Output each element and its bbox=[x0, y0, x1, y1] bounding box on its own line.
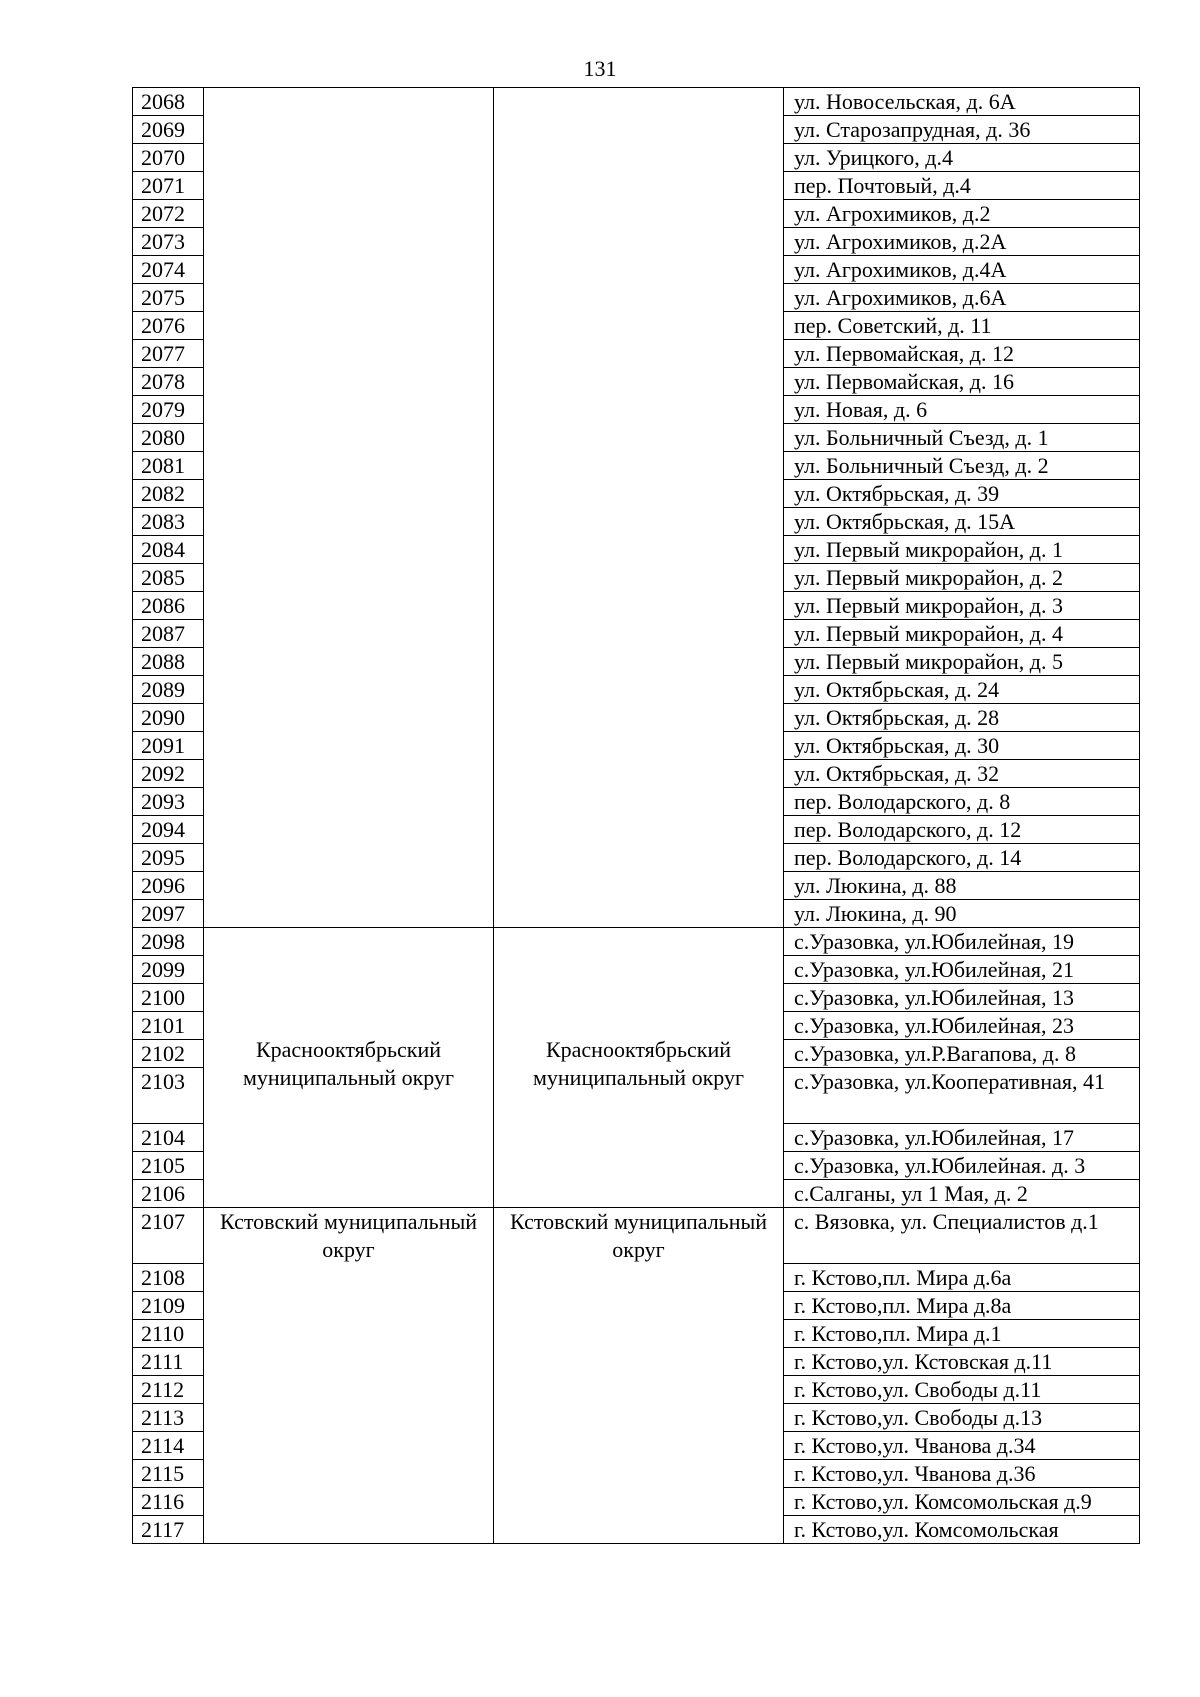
address-cell: ул. Больничный Съезд, д. 1 bbox=[784, 424, 1140, 452]
row-number: 2095 bbox=[133, 844, 204, 872]
address-cell: с.Салганы, ул 1 Мая, д. 2 bbox=[784, 1180, 1140, 1208]
address-cell: с.Уразовка, ул.Юбилейная, 21 bbox=[784, 956, 1140, 984]
address-cell: ул. Агрохимиков, д.6А bbox=[784, 284, 1140, 312]
row-number: 2117 bbox=[133, 1516, 204, 1544]
row-number: 2074 bbox=[133, 256, 204, 284]
row-number: 2088 bbox=[133, 648, 204, 676]
address-cell: ул. Октябрьская, д. 28 bbox=[784, 704, 1140, 732]
row-number: 2079 bbox=[133, 396, 204, 424]
municipality-name: Кстовский муниципальный округ bbox=[509, 1209, 768, 1262]
address-cell: с.Уразовка, ул.Юбилейная, 23 bbox=[784, 1012, 1140, 1040]
table-row bbox=[133, 1208, 1140, 1264]
address-cell: г. Кстово,ул. Чванова д.34 bbox=[784, 1432, 1140, 1460]
address-cell: пер. Володарского, д. 12 bbox=[784, 816, 1140, 844]
row-number: 2085 bbox=[133, 564, 204, 592]
row-number: 2098 bbox=[133, 928, 204, 956]
row-number: 2116 bbox=[133, 1488, 204, 1516]
address-cell: пер. Советский, д. 11 bbox=[784, 312, 1140, 340]
district-group-krasnooktyabrsky-district bbox=[204, 928, 494, 1208]
address-cell: ул. Больничный Съезд, д. 2 bbox=[784, 452, 1140, 480]
address-cell: ул. Агрохимиков, д.2А bbox=[784, 228, 1140, 256]
row-number: 2069 bbox=[133, 116, 204, 144]
address-cell: ул. Первый микрорайон, д. 3 bbox=[784, 592, 1140, 620]
address-cell: ул. Новосельская, д. 6А bbox=[784, 88, 1140, 116]
address-cell: г. Кстово,ул. Комсомольская д.9 bbox=[784, 1488, 1140, 1516]
row-number: 2071 bbox=[133, 172, 204, 200]
address-cell: ул. Октябрьская, д. 15А bbox=[784, 508, 1140, 536]
row-number: 2087 bbox=[133, 620, 204, 648]
row-number: 2078 bbox=[133, 368, 204, 396]
address-cell: ул. Первый микрорайон, д. 1 bbox=[784, 536, 1140, 564]
address-cell: ул. Новая, д. 6 bbox=[784, 396, 1140, 424]
row-number: 2073 bbox=[133, 228, 204, 256]
table-row bbox=[133, 928, 1140, 956]
address-cell: с.Уразовка, ул.Юбилейная, 13 bbox=[784, 984, 1140, 1012]
row-number: 2097 bbox=[133, 900, 204, 928]
table-body bbox=[133, 88, 1140, 1544]
address-cell: с.Уразовка, ул.Р.Вагапова, д. 8 bbox=[784, 1040, 1140, 1068]
address-cell: пер. Володарского, д. 8 bbox=[784, 788, 1140, 816]
row-number: 2091 bbox=[133, 732, 204, 760]
district-group-kstovsky-district bbox=[204, 1208, 494, 1544]
row-number: 2104 bbox=[133, 1124, 204, 1152]
row-number: 2083 bbox=[133, 508, 204, 536]
row-number: 2106 bbox=[133, 1180, 204, 1208]
row-number: 2077 bbox=[133, 340, 204, 368]
row-number: 2114 bbox=[133, 1432, 204, 1460]
address-cell: г. Кстово,ул. Свободы д.13 bbox=[784, 1404, 1140, 1432]
address-cell: с.Уразовка, ул.Юбилейная. д. 3 bbox=[784, 1152, 1140, 1180]
row-number: 2110 bbox=[133, 1320, 204, 1348]
district-group-kstovsky-municipality bbox=[494, 1208, 784, 1544]
address-cell: г. Кстово,пл. Мира д.8а bbox=[784, 1292, 1140, 1320]
address-cell: ул. Октябрьская, д. 24 bbox=[784, 676, 1140, 704]
address-cell: г. Кстово,ул. Комсомольская bbox=[784, 1516, 1140, 1544]
municipality-name: Краснооктябрьский муниципальный округ bbox=[532, 1037, 744, 1090]
address-cell: пер. Почтовый, д.4 bbox=[784, 172, 1140, 200]
row-number: 2075 bbox=[133, 284, 204, 312]
address-cell: пер. Володарского, д. 14 bbox=[784, 844, 1140, 872]
row-number: 2103 bbox=[133, 1068, 204, 1124]
row-number: 2089 bbox=[133, 676, 204, 704]
row-number: 2084 bbox=[133, 536, 204, 564]
row-number: 2102 bbox=[133, 1040, 204, 1068]
district-name: Кстовский муниципальный округ bbox=[219, 1209, 478, 1262]
row-number: 2109 bbox=[133, 1292, 204, 1320]
row-number: 2100 bbox=[133, 984, 204, 1012]
row-number: 2107 bbox=[133, 1208, 204, 1264]
row-number: 2082 bbox=[133, 480, 204, 508]
address-cell: с.Уразовка, ул.Юбилейная, 17 bbox=[784, 1124, 1140, 1152]
page-number: 131 bbox=[583, 56, 617, 81]
address-cell: ул. Октябрьская, д. 30 bbox=[784, 732, 1140, 760]
address-cell: ул. Октябрьская, д. 39 bbox=[784, 480, 1140, 508]
row-number: 2076 bbox=[133, 312, 204, 340]
address-cell: ул. Агрохимиков, д.4А bbox=[784, 256, 1140, 284]
row-number: 2115 bbox=[133, 1460, 204, 1488]
row-number: 2068 bbox=[133, 88, 204, 116]
row-number: 2112 bbox=[133, 1376, 204, 1404]
row-number: 2101 bbox=[133, 1012, 204, 1040]
address-cell: ул. Первомайская, д. 16 bbox=[784, 368, 1140, 396]
address-cell: ул. Старозапрудная, д. 36 bbox=[784, 116, 1140, 144]
row-number: 2113 bbox=[133, 1404, 204, 1432]
address-cell: ул. Люкина, д. 90 bbox=[784, 900, 1140, 928]
address-cell: с.Уразовка, ул.Кооперативная, 41 bbox=[784, 1068, 1140, 1124]
address-cell: ул. Первый микрорайон, д. 5 bbox=[784, 648, 1140, 676]
row-number: 2094 bbox=[133, 816, 204, 844]
row-number: 2080 bbox=[133, 424, 204, 452]
row-number: 2099 bbox=[133, 956, 204, 984]
row-number: 2093 bbox=[133, 788, 204, 816]
address-cell: г. Кстово,ул. Чванова д.36 bbox=[784, 1460, 1140, 1488]
address-cell: ул. Первомайская, д. 12 bbox=[784, 340, 1140, 368]
address-cell: ул. Первый микрорайон, д. 2 bbox=[784, 564, 1140, 592]
row-number: 2086 bbox=[133, 592, 204, 620]
district-group-blank-municipality bbox=[494, 88, 784, 928]
row-number: 2096 bbox=[133, 872, 204, 900]
address-cell: ул. Люкина, д. 88 bbox=[784, 872, 1140, 900]
address-cell: ул. Агрохимиков, д.2 bbox=[784, 200, 1140, 228]
address-cell: с.Уразовка, ул.Юбилейная, 19 bbox=[784, 928, 1140, 956]
address-cell: ул. Первый микрорайон, д. 4 bbox=[784, 620, 1140, 648]
row-number: 2105 bbox=[133, 1152, 204, 1180]
row-number: 2070 bbox=[133, 144, 204, 172]
table-row bbox=[133, 88, 1140, 116]
district-group-krasnooktyabrsky-municipality bbox=[494, 928, 784, 1208]
address-cell: г. Кстово,пл. Мира д.1 bbox=[784, 1320, 1140, 1348]
polling-address-table bbox=[132, 87, 1140, 1544]
address-cell: г. Кстово,ул. Свободы д.11 bbox=[784, 1376, 1140, 1404]
address-cell: ул. Урицкого, д.4 bbox=[784, 144, 1140, 172]
row-number: 2090 bbox=[133, 704, 204, 732]
row-number: 2108 bbox=[133, 1264, 204, 1292]
row-number: 2081 bbox=[133, 452, 204, 480]
row-number: 2111 bbox=[133, 1348, 204, 1376]
district-name: Краснооктябрьский муниципальный округ bbox=[242, 1037, 454, 1090]
address-cell: г. Кстово,пл. Мира д.6а bbox=[784, 1264, 1140, 1292]
address-cell: ул. Октябрьская, д. 32 bbox=[784, 760, 1140, 788]
address-cell: с. Вязовка, ул. Специалистов д.1 bbox=[784, 1208, 1140, 1264]
row-number: 2072 bbox=[133, 200, 204, 228]
row-number: 2092 bbox=[133, 760, 204, 788]
district-group-blank-district bbox=[204, 88, 494, 928]
address-cell: г. Кстово,ул. Кстовская д.11 bbox=[784, 1348, 1140, 1376]
